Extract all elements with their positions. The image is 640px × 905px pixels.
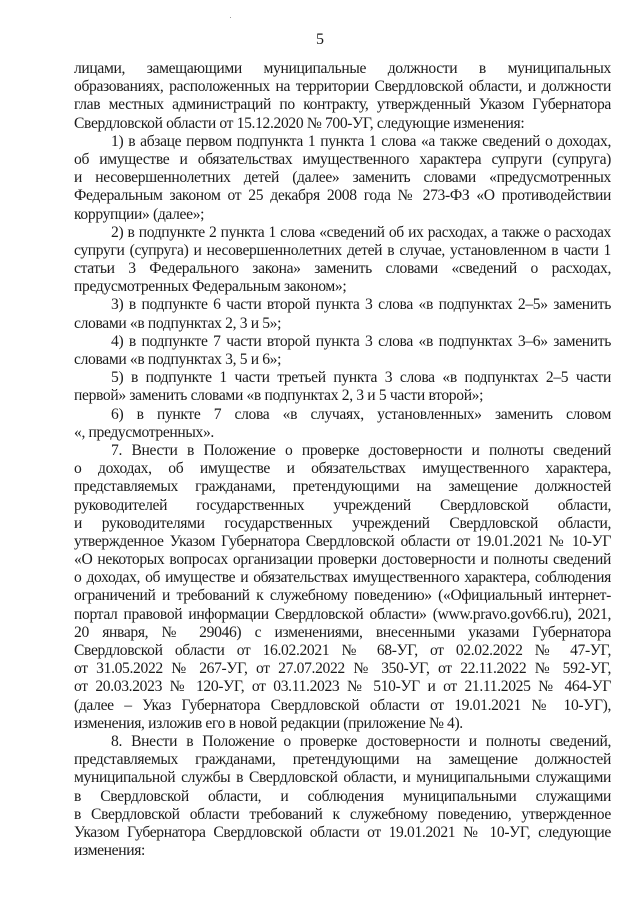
paragraph-item-2 [74,224,611,297]
text-line: изменения, изложив его в новой редакции (приложение № 4). [74,714,463,732]
text-line: супруги (супруга) и несовершеннолетних детей в случае, установленном в части 1 [74,241,611,259]
text-line: статьи 3 Федерального закона» заменить словами «сведений о расходах, [74,260,611,278]
text-line: об имуществе и обязательствах имущественного характера супруги (супруга) [74,150,611,168]
document-body [74,60,611,860]
text-line: предусмотренных Федеральным законом»; [74,278,347,296]
text-line: 1) в абзаце первом подпункта 1 пункта 1 слова «а также сведений о доходах, [111,132,611,150]
paragraph-item-3 [74,296,611,332]
text-line: и несовершеннолетних детей (далее» заменить словами «предусмотренных [74,169,611,187]
text-line: «, предусмотренных». [74,423,214,441]
text-line: словами «в подпунктах 3, 5 и 6»; [74,351,282,368]
text-line: утвержденное Указом Губернатора Свердловской области от 19.01.2021 № 10-УГ [74,532,611,550]
text-line: муниципальной службы в Свердловской области, и муниципальными служащими [74,769,611,787]
text-line: портал правовой информации Свердловской области» (www.pravo.gov66.ru), 2021, [74,605,611,623]
text-line: 20 января, № 29046) с изменениями, внесенными указами Губернатора [74,623,611,641]
text-line: от 31.05.2022 № 267-УГ, от 27.07.2022 № 350-УГ, от 22.11.2022 № 592-УГ, [74,660,611,678]
text-line: глав местных администраций по контракту, утвержденный Указом Губернатора [74,96,611,114]
paragraph-item-6 [74,406,611,442]
scan-speck [230,17,231,18]
text-line: коррупции» (далее»; [74,205,205,223]
paragraph-section-8 [74,733,611,860]
text-line: представляемых гражданами, претендующими на замещение должностей [74,751,611,769]
text-line: Федеральным законом от 25 декабря 2008 года № 273-ФЗ «О противодействии [74,187,611,205]
text-line: 5) в подпункте 1 части третьей пункта 3 слова «в подпунктах 2–5 части [111,369,611,387]
text-line: «О некоторых вопросах организации проверки достоверности и полноты сведений [74,551,611,569]
text-line: ограничений и требований к служебному поведению» («Официальный интернет- [74,587,611,605]
text-line: 4) в подпункте 7 части второй пункта 3 слова «в подпунктах 3–6» заменить [111,332,611,350]
text-line: Свердловской области от 15.12.2020 № 700-УГ, следующие изменения: [74,114,525,132]
text-line: представляемых гражданами, претендующими на замещение должностей [74,478,611,496]
paragraph-item-1 [74,133,611,224]
text-line: (далее – Указ Губернатора Свердловской области от 19.01.2021 № 10-УГ), [74,696,611,714]
text-line: 8. Внести в Положение о проверке достоверности и полноты сведений, [111,732,611,750]
text-line: лицами, замещающими муниципальные должности в муниципальных [74,60,611,77]
text-line: 3) в подпункте 6 части второй пункта 3 слова «в подпунктах 2–5» заменить [111,296,611,314]
paragraph-item-4 [74,333,611,369]
text-line: Указом Губернатора Свердловской области от 19.01.2021 № 10-УГ, следующие [74,823,611,841]
text-line: 6) в пункте 7 слова «в случаях, установленных» заменить словом [111,405,611,423]
text-line: руководителей государственных учреждений Свердловской области, [74,496,611,514]
text-line: и руководителями государственных учреждений Свердловской области, [74,514,611,532]
text-line: Свердловской области от 16.02.2021 № 68-УГ, от 02.02.2022 № 47-УГ, [74,642,611,659]
paragraph-item-5 [74,369,611,405]
text-line: от 20.03.2023 № 120-УГ, от 03.11.2023 № 510-УГ и от 21.11.2025 № 464-УГ [74,678,611,696]
text-line: 2) в подпункте 2 пункта 1 слова «сведений об их расходах, а также о расходах [111,223,611,241]
text-line: 7. Внести в Положение о проверке достоверности и полноты сведений [111,441,611,459]
paragraph-section-7 [74,442,611,733]
page-number: 5 [316,31,324,48]
text-line: первой» заменить словами «в подпунктах 2, 3 и 5 части второй»; [74,387,484,405]
text-line: словами «в подпунктах 2, 3 и 5»; [74,314,282,332]
text-line: в Свердловской области, и соблюдения муниципальными служащими [74,787,611,805]
text-line: образованиях, расположенных на территории Свердловской области, и должности [74,78,611,96]
text-line: о доходах, об имуществе и обязательствах имущественного характера, соблюдения [74,569,611,587]
paragraph-intro-continuation [74,60,611,133]
text-line: о доходах, об имуществе и обязательствах имущественного характера, [74,460,611,478]
text-line: изменения: [74,842,146,860]
text-line: в Свердловской области требований к служебному поведению, утвержденное [74,805,611,823]
